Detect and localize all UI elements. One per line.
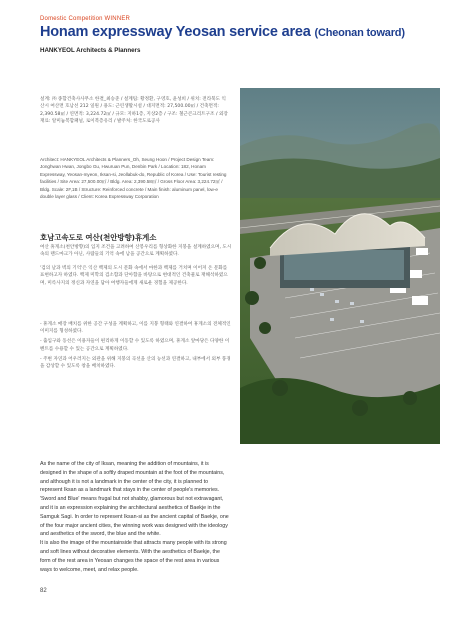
korean-section-heading: 호남고속도로 여산(천안방향)휴게소 (40, 233, 157, 242)
english-paragraph: It is also the image of the mountainside that attracts many people with its strong and soft lines without decorative elements. With the aesthetics of Baekje, the form of the rest area in Yeosan changes the space of the rest area in various ways to welcome, meet, and relax people. (40, 540, 227, 573)
bullet-item: - 주변 자연과 어우러지는 외관을 위해 지붕의 곡선을 산의 능선과 연결하고, 내부에서 외부 풍경을 감상할 수 있도록 창을 배치하였다. (40, 356, 231, 370)
page-title (40, 24, 405, 40)
korean-paragraph: 여산 휴게소(천안방향)의 입지 조건을 고려하여 산봉우리를 형상화한 지붕을 설계하였으며, 도시 속의 랜드마크가 아닌, 사람들의 기억 속에 남을 공간으로 계획하였다. (40, 245, 232, 258)
aerial-rendering-image (240, 88, 440, 444)
bullet-item: - 휴게소 매장 배치를 위한 공간 구성을 계획하고, 이를 지붕 형태와 연결하여 휴게소의 전체적인 이미지를 형성하였다. (40, 322, 231, 335)
title-main: Honam expressway Yeosan service area (40, 24, 311, 40)
project-credits-english: Architect: HANKYEOL Architects & Planners_Oh, Seung Hoon / Project Design Team: Jonghwan Hwan, Jongbo Gu, Hwuruan Pun, Denbin Park / Location: 182, Honam Expressway, Yeosan-myeon, Iksan-si, Jeollabuk-do, Republic of Korea / Use: Tourist resting facilities / Site Area: 27,500.00㎡ / Bldg. Area: 2,390.58㎡ / Gross Floor Area: 3,224.72㎡ / Bldg. Scale: 2F,1B / Structure: Reinforced concrete / Main finish: aluminum panel, low-e double layer glass / Client: Korea Expressway Corporation (40, 157, 227, 200)
korean-body-text (40, 244, 232, 293)
page-number: 82 (40, 588, 47, 594)
architect-firm: HANKYEOL Architects & Planners (40, 47, 141, 54)
english-paragraph: 'Sword and Blue' means frugal but not shabby, glamorous but not extravagant, and it is an expression explaining the architectural aesthetics of Baekje in the Samguk Sagi. In order to represent Iksan-si as the ancient capital of Baekje, one of the four major ancient cities, the winning work was designed with the ideology and aesthetics of the sword, the blue and the white. (40, 496, 229, 538)
title-sub: (Cheonan toward) (314, 27, 405, 39)
english-body-text (40, 460, 230, 574)
project-credits-korean: 설계: ㈜ 종합건축사사무소 한결_최승준 / 설계팀: 황정환, 구영호, 윤성희 / 위치: 전라북도 익산시 여산면 호남선 212 일원 / 용도: 근린생활시설 / 대지면적: 27,500.00㎡ / 건축면적: 2,390.58㎡ / 연면적: 3,224.72㎡ / 규모: 지하1층, 지상2층 / 구조: 철근콘크리트구조 / 외장재료: 알미늄복합패널, 로이복층유리 / 발주처: 한국도로공사 (40, 97, 228, 125)
korean-bullet-list (40, 321, 232, 373)
english-paragraph: As the name of the city of Iksan, meaning the addition of mountains, it is designed in the shape of a softly draped mountain at the foot of the mountains, and although it is not a landmark in the center of the city, it is planned to represent Iksan as a landmark that stays in the center of people's memories. (40, 461, 225, 494)
korean-paragraph: '검의 날과 벽의 기억'은 익산 백제의 도시 문화 속에서 마한과 백제를 거치며 이어져 온 문화를 표현하고자 하였다. 백제 미학의 검소함과 단아함을 바탕으로 현대적인 건축물로 재해석하였으며, 미륵사지의 정신과 자연을 담아 여행자들에게 새로운 경험을 제공한다. (40, 265, 228, 286)
bullet-item: - 출입구와 동선은 이용자들이 편리하게 이동할 수 있도록 하였으며, 휴게소 앞마당은 다양한 이벤트를 수용할 수 있는 공간으로 계획하였다. (40, 339, 230, 352)
category-kicker: Domestic Competition WINNER (40, 16, 131, 22)
